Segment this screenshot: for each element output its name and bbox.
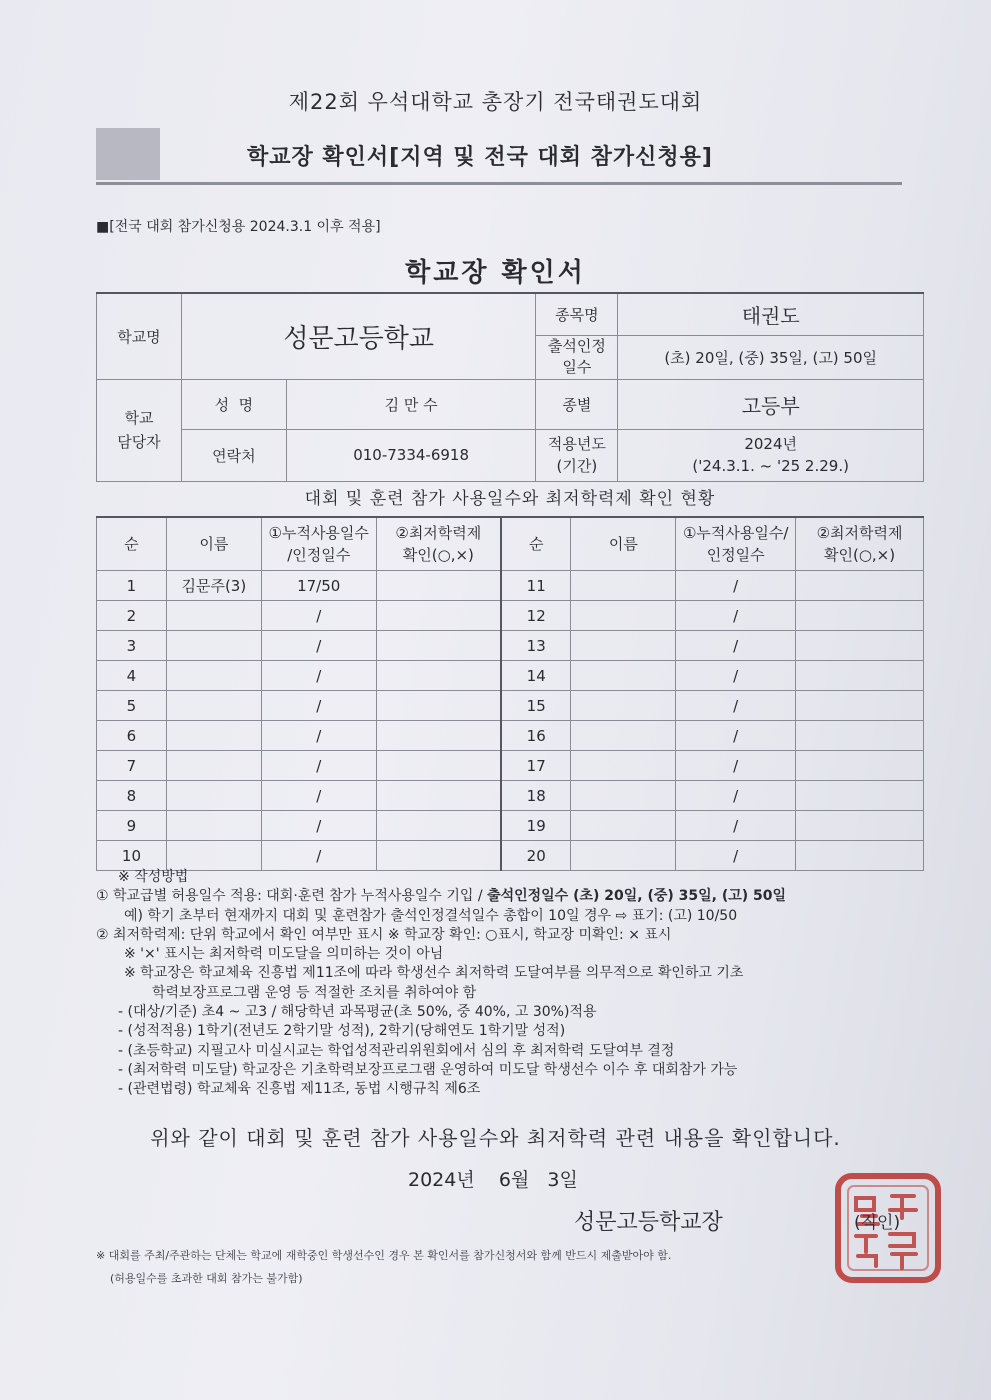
athlete-name xyxy=(571,691,676,721)
table-row xyxy=(97,631,924,661)
instruction-line: - (최저학력 미도달) 학교장은 기초학력보장프로그램 운영하여 미도달 학생선수 이수 후 대회참가 가능 xyxy=(118,1061,738,1078)
athlete-name xyxy=(571,751,676,781)
academic-check xyxy=(796,811,924,841)
days-used: / xyxy=(261,841,376,871)
title-underline xyxy=(96,182,902,185)
school-info-table xyxy=(96,292,924,482)
academic-check xyxy=(796,841,924,871)
header-days: ①누적사용일수 /인정일수 xyxy=(261,517,376,571)
academic-check xyxy=(376,751,501,781)
main-title: 학교장 확인서[지역 및 전국 대회 참가신청용] xyxy=(247,145,713,170)
event-title: 제22회 우석대학교 총장기 전국태권도대회 xyxy=(288,90,703,114)
days-used: / xyxy=(676,601,796,631)
days-used: / xyxy=(261,781,376,811)
athlete-name xyxy=(166,631,261,661)
academic-check xyxy=(376,571,501,601)
name-value: 김 만 수 xyxy=(286,379,536,429)
athlete-name xyxy=(166,811,261,841)
days-used: / xyxy=(676,841,796,871)
athlete-name xyxy=(571,601,676,631)
table-row xyxy=(97,691,924,721)
row-number: 1 xyxy=(97,571,167,601)
row-number: 3 xyxy=(97,631,167,661)
form-title: 학교장 확인서 xyxy=(405,258,586,288)
athlete-name xyxy=(166,781,261,811)
days-used: / xyxy=(261,811,376,841)
attendance-value: (초) 20일, (중) 35일, (고) 50일 xyxy=(618,335,924,379)
academic-check xyxy=(796,721,924,751)
row-number: 6 xyxy=(97,721,167,751)
applicability-note: ■[전국 대회 참가신청용 2024.3.1 이후 적용] xyxy=(96,219,381,235)
athlete-name xyxy=(571,811,676,841)
footnote-line: ※ 대회를 주최/주관하는 단체는 학교에 재학중인 학생선수인 경우 본 확인서를 참가신청서와 함께 반드시 제출받아야 함. xyxy=(96,1249,672,1262)
instruction-line: 학력보장프로그램 운영 등 적절한 조치를 취하여야 함 xyxy=(152,984,477,1001)
instruction-line: ※ 학교장은 학교체육 진흥법 제11조에 따라 학생선수 최저학력 도달여부를 의무적으로 확인하고 기초 xyxy=(124,965,744,982)
issue-date: 2024년 6월 3일 xyxy=(408,1169,578,1191)
days-used: / xyxy=(676,661,796,691)
section-title: 대회 및 훈련 참가 사용일수와 최저학력제 확인 현황 xyxy=(304,489,716,509)
contact-value: 010-7334-6918 xyxy=(286,429,536,481)
athlete-name xyxy=(166,691,261,721)
row-number: 9 xyxy=(97,811,167,841)
row-number: 14 xyxy=(501,661,571,691)
table-row xyxy=(97,781,924,811)
academic-check xyxy=(376,691,501,721)
row-number: 8 xyxy=(97,781,167,811)
row-number: 13 xyxy=(501,631,571,661)
row-number: 20 xyxy=(501,841,571,871)
sport-value: 태권도 xyxy=(618,293,924,335)
athlete-name xyxy=(166,721,261,751)
academic-check xyxy=(796,691,924,721)
academic-check xyxy=(376,841,501,871)
athlete-name xyxy=(571,571,676,601)
year-label: 적용년도 (기간) xyxy=(536,429,618,481)
row-number: 17 xyxy=(501,751,571,781)
instruction-line xyxy=(96,887,926,906)
academic-check xyxy=(796,571,924,601)
staff-label: 학교 담당자 xyxy=(97,379,182,481)
days-used: / xyxy=(676,571,796,601)
days-used: / xyxy=(676,751,796,781)
row-number: 11 xyxy=(501,571,571,601)
athlete-name xyxy=(571,661,676,691)
row-number: 5 xyxy=(97,691,167,721)
days-used: / xyxy=(261,661,376,691)
days-used: / xyxy=(261,751,376,781)
academic-check xyxy=(376,601,501,631)
header-no: 순 xyxy=(97,517,167,571)
academic-check xyxy=(376,661,501,691)
school-name: 성문고등학교 xyxy=(181,293,536,379)
table-row xyxy=(97,811,924,841)
title-tab-block xyxy=(96,128,160,180)
footnote xyxy=(96,1244,671,1290)
athlete-name xyxy=(166,601,261,631)
row-number: 12 xyxy=(501,601,571,631)
row-number: 2 xyxy=(97,601,167,631)
athlete-name xyxy=(166,661,261,691)
days-used: / xyxy=(261,721,376,751)
instruction-emphasis: 출석인정일수 (초) 20일, (중) 35일, (고) 50일 xyxy=(487,888,787,905)
athlete-name xyxy=(571,721,676,751)
academic-check xyxy=(376,721,501,751)
days-used: / xyxy=(676,781,796,811)
instruction-line: - (관련법령) 학교체육 진흥법 제11조, 동법 시행규칙 제6조 xyxy=(118,1081,481,1098)
header-check: ②최저학력제 확인(○,×) xyxy=(796,517,924,571)
year-value: 2024년 ('24.3.1. ~ '25 2.29.) xyxy=(618,429,924,481)
academic-check xyxy=(796,661,924,691)
academic-check xyxy=(796,631,924,661)
row-number: 10 xyxy=(97,841,167,871)
instruction-line: - (초등학교) 지필고사 미실시교는 학업성적관리위원회에서 심의 후 최저학력 도달여부 결정 xyxy=(118,1042,675,1059)
contact-label: 연락처 xyxy=(181,429,286,481)
division-label: 종별 xyxy=(536,379,618,429)
name-label: 성 명 xyxy=(181,379,286,429)
days-used: / xyxy=(676,691,796,721)
header-name: 이름 xyxy=(166,517,261,571)
table-row xyxy=(97,721,924,751)
roster-table xyxy=(96,516,924,871)
instruction-line: ※ '×' 표시는 최저학력 미도달을 의미하는 것이 아님 xyxy=(124,946,444,963)
table-row xyxy=(97,661,924,691)
school-label: 학교명 xyxy=(97,293,182,379)
athlete-name: 김문주(3) xyxy=(166,571,261,601)
days-used: / xyxy=(676,631,796,661)
academic-check xyxy=(376,811,501,841)
header-days: ①누적사용일수/ 인정일수 xyxy=(676,517,796,571)
instructions xyxy=(96,868,926,1100)
footnote-line: (허용일수를 초과한 대회 참가는 불가함) xyxy=(110,1272,303,1285)
row-number: 16 xyxy=(501,721,571,751)
roster-header-row xyxy=(97,517,924,571)
academic-check xyxy=(376,631,501,661)
days-used: 17/50 xyxy=(261,571,376,601)
academic-check xyxy=(796,601,924,631)
division-value: 고등부 xyxy=(618,379,924,429)
row-number: 18 xyxy=(501,781,571,811)
row-number: 7 xyxy=(97,751,167,781)
athlete-name xyxy=(571,781,676,811)
athlete-name xyxy=(166,841,261,871)
confirmation-statement: 위와 같이 대회 및 훈련 참가 사용일수와 최저학력 관련 내용을 확인합니다. xyxy=(150,1126,841,1150)
athlete-name xyxy=(571,841,676,871)
header-check: ②최저학력제 확인(○,×) xyxy=(376,517,501,571)
days-used: / xyxy=(261,601,376,631)
table-row xyxy=(97,751,924,781)
table-row xyxy=(97,571,924,601)
athlete-name xyxy=(166,751,261,781)
table-row xyxy=(97,841,924,871)
days-used: / xyxy=(261,691,376,721)
instruction-line: 예) 학기 초부터 현재까지 대회 및 훈련참가 출석인정결석일수 총합이 10일 경우 ⇨ 표기: (고) 10/50 xyxy=(124,907,738,924)
row-number: 19 xyxy=(501,811,571,841)
row-number: 15 xyxy=(501,691,571,721)
instruction-text: ① 학교급별 허용일수 적용: 대회·훈련 참가 누적사용일수 기입 / xyxy=(96,888,488,905)
table-row xyxy=(97,601,924,631)
instructions-heading: ※ 작성방법 xyxy=(118,869,189,885)
academic-check xyxy=(376,781,501,811)
instruction-line: - (성적적용) 1학기(전년도 2학기말 성적), 2학기(당해연도 1학기말 성적) xyxy=(118,1023,566,1040)
instruction-line: ② 최저학력제: 단위 학교에서 확인 여부만 표시 ※ 학교장 확인: ○표시, 학교장 미확인: × 표시 xyxy=(96,926,672,943)
sport-label: 종목명 xyxy=(536,293,618,335)
header-name: 이름 xyxy=(571,517,676,571)
days-used: / xyxy=(261,631,376,661)
principal-name: 성문고등학교장 xyxy=(574,1210,723,1235)
attendance-label: 출석인정 일수 xyxy=(536,335,618,379)
days-used: / xyxy=(676,721,796,751)
instruction-line: - (대상/기준) 초4 ~ 고3 / 해당학년 과목평균(초 50%, 중 40%, 고 30%)적용 xyxy=(118,1004,597,1021)
academic-check xyxy=(796,781,924,811)
days-used: / xyxy=(676,811,796,841)
academic-check xyxy=(796,751,924,781)
header-no: 순 xyxy=(501,517,571,571)
seal-label: (직인) xyxy=(854,1213,901,1233)
athlete-name xyxy=(571,631,676,661)
row-number: 4 xyxy=(97,661,167,691)
